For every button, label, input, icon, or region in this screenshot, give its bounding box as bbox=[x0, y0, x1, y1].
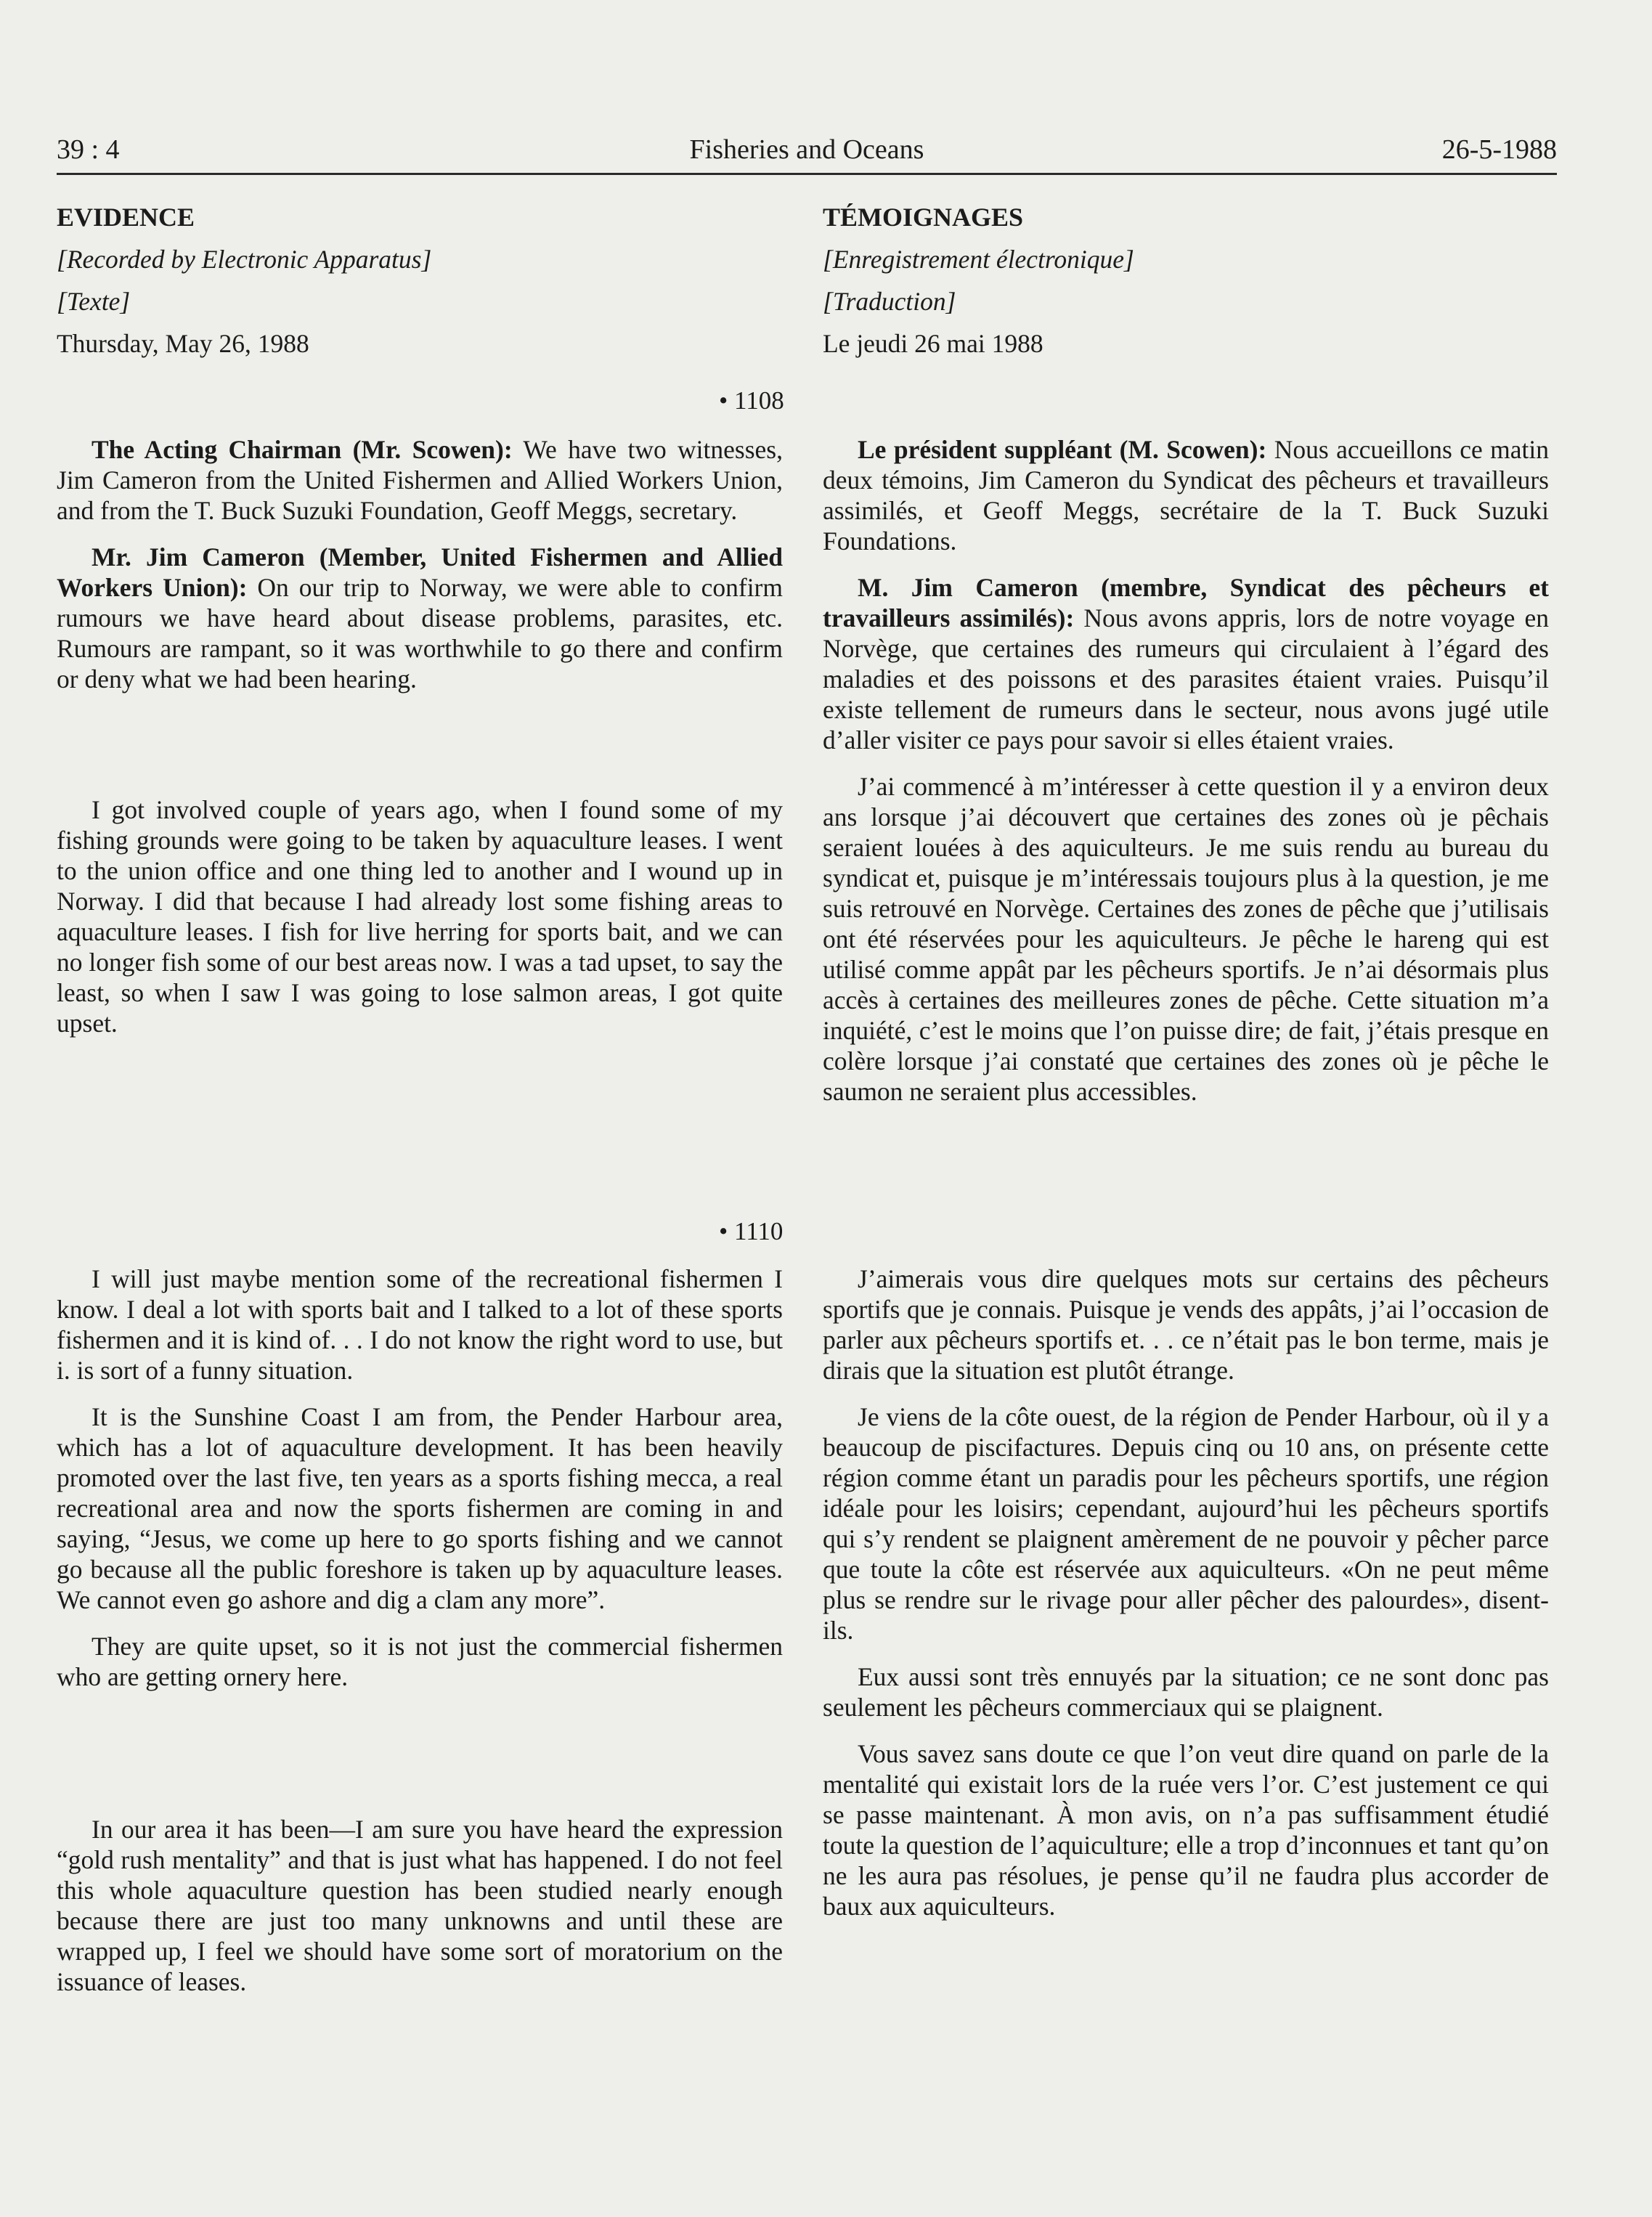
english-paragraph-5: It is the Sunshine Coast I am from, the Pender Harbour area, which has a lot of aquaculture development. It has been heavily promoted over the last five, ten years as a sports fishing mecca, a real recreational area and now the sports fishermen are coming in and saying, “Jesus, we come up here to go sports fishing and we cannot go because all the public foreshore is taken up by aquaculture leases. We cannot even go ashore and dig a clam any more”. bbox=[57, 1402, 783, 1614]
french-column-testimony bbox=[823, 434, 1549, 1123]
french-recorded-note: [Enregistrement électronique] bbox=[823, 245, 1134, 274]
french-date: Le jeudi 26 mai 1988 bbox=[823, 329, 1043, 358]
page-header bbox=[57, 129, 1557, 175]
time-marker-1108: • 1108 bbox=[719, 386, 784, 415]
french-paragraph-7: Vous savez sans doute ce que l’on veut dire quand on parle de la mentalité qui existait lors de la ruée vers l’or. C’est justement ce qui se passe maintenant. À mon avis, on n’a pas suffisamment étudié toute la question de l’aquiculture; elle a trop d’inconnues et tant qu’on ne les aura pas résolues, je pense qu’il ne faudra plus accorder de baux aux aquiculteurs. bbox=[823, 1739, 1549, 1921]
english-paragraph-4: I will just maybe mention some of the recreational fishermen I know. I deal a lot with sports bait and I talked to a lot of these sports fishermen and it is kind of. . . I do not know the right word to use, but i. is sort of a funny situation. bbox=[57, 1264, 783, 1385]
english-column-lower bbox=[57, 1264, 783, 1708]
english-speaker-cameron: Mr. Jim Cameron (Member, United Fishermen and Allied Workers Union): bbox=[57, 542, 783, 602]
english-text-label: [Texte] bbox=[57, 287, 131, 316]
english-column-bottom bbox=[57, 1814, 783, 2013]
french-paragraph-5: Je viens de la côte ouest, de la région de Pender Harbour, où il y a beaucoup de piscifactures. Depuis cinq ou 10 ans, on présente cette région comme étant un paradis pour les pêcheurs sportifs, une région idéale pour les loisirs; cependant, aujourd’hui les pêcheurs sportifs qui s’y rendent se plaignent amèrement de ne pouvoir y pêcher parce que toute la côte est réservée aux aquiculteurs. «On ne peut même plus se rendre sur le rivage pour aller pêcher des palourdes», disent-ils. bbox=[823, 1402, 1549, 1645]
english-paragraph-3: I got involved couple of years ago, when I found some of my fishing grounds were going to be taken by aquaculture leases. I went to the union office and one thing led to another and I wound up in Norway. I did that because I had already lost some fishing areas to aquaculture leases. I fish for live herring for sports bait, and we can no longer fish some of our best areas now. I was a tad upset, to say the least, so when I saw I was going to lose salmon areas, I got quite upset. bbox=[57, 795, 783, 1038]
english-column-mid bbox=[57, 794, 783, 1054]
french-paragraph-3: J’ai commencé à m’intéresser à cette question il y a environ deux ans lorsque j’ai découvert que certaines des zones où je pêchais seraient louées à des aquiculteurs. Je me suis rendu au bureau du syndicat et, puisque je m’intéressais toujours plus à la question, je me suis retrouvé en Norvège. Certaines des zones de pêche que j’utilisais ont été réservées pour les aquiculteurs. Je pêche le hareng qui est utilisé comme appât par les pêcheurs sportifs. Je n’ai désormais plus accès à certaines des meilleures zones de pêche. Cette situation m’a inquiété, c’est le moins que l’on puisse dire; de fait, j’étais presque en colère lorsque j’ai constaté que certaines des zones où je pêche le saumon ne seraient plus accessibles. bbox=[823, 772, 1549, 1106]
french-speaker-cameron: M. Jim Cameron (membre, Syndicat des pêcheurs et travailleurs assimilés): bbox=[823, 573, 1549, 632]
french-paragraph-1: Le président suppléant (M. Scowen): Nous accueillons ce matin deux témoins, Jim Cameron du Syndicat des pêcheurs et travailleurs assimilés, et Geoff Meggs, secrétaire de la T. Buck Suzuki Foundations. bbox=[823, 435, 1549, 556]
header-date: 26-5-1988 bbox=[1441, 134, 1557, 165]
english-speaker-chairman: The Acting Chairman (Mr. Scowen): bbox=[91, 435, 513, 464]
time-marker-1110: • 1110 bbox=[719, 1217, 784, 1245]
english-paragraph-2: Mr. Jim Cameron (Member, United Fishermen and Allied Workers Union): On our trip to Norway, we were able to confirm rumours we have heard about disease problems, parasites, etc. Rumours are rampant, so it was worthwhile to go there and confirm or deny what we had been hearing. bbox=[57, 542, 783, 693]
french-speaker-chairman: Le président suppléant (M. Scowen): bbox=[858, 435, 1267, 464]
page-number: 39 : 4 bbox=[57, 134, 120, 165]
french-translation-label: [Traduction] bbox=[823, 287, 956, 316]
english-paragraph-6: They are quite upset, so it is not just the commercial fishermen who are getting ornery here. bbox=[57, 1632, 783, 1691]
english-column-testimony bbox=[57, 434, 783, 710]
english-paragraph-1: The Acting Chairman (Mr. Scowen): We have two witnesses, Jim Cameron from the United Fishermen and Allied Workers Union, and from the T. Buck Suzuki Foundation, Geoff Meggs, secretary. bbox=[57, 435, 783, 525]
french-paragraph-4: J’aimerais vous dire quelques mots sur certains des pêcheurs sportifs que je connais. Puisque je vends des appâts, j’ai l’occasion de parler aux pêcheurs sportifs et. . . ce n’était pas le bon terme, mais je dirais que la situation est plutôt étrange. bbox=[823, 1264, 1549, 1385]
french-column-upper bbox=[823, 202, 1549, 370]
english-date: Thursday, May 26, 1988 bbox=[57, 329, 309, 358]
french-column-lower bbox=[823, 1264, 1549, 1937]
publication-title: Fisheries and Oceans bbox=[689, 134, 924, 165]
french-heading: TÉMOIGNAGES bbox=[823, 203, 1024, 232]
english-column-upper bbox=[57, 202, 783, 370]
french-paragraph-2: M. Jim Cameron (membre, Syndicat des pêcheurs et travailleurs assimilés): Nous avons appris, lors de notre voyage en Norvège, que certaines des rumeurs qui circulaient à l’égard des maladies et des poissons et des parasites étaient vraies. Puisqu’il existe tellement de rumeurs dans le secteur, nous avons jugé utile d’aller visiter ce pays pour savoir si elles étaient vraies. bbox=[823, 573, 1550, 754]
english-recorded-note: [Recorded by Electronic Apparatus] bbox=[57, 245, 432, 274]
english-paragraph-7: In our area it has been—I am sure you have heard the expression “gold rush mentality” and that is just what has happened. I do not feel this whole aquaculture question has been studied nearly enough because there are just too many unknowns and until these are wrapped up, I feel we should have some sort of moratorium on the issuance of leases. bbox=[57, 1815, 783, 1996]
english-heading: EVIDENCE bbox=[57, 203, 195, 232]
french-paragraph-6: Eux aussi sont très ennuyés par la situation; ce ne sont donc pas seulement les pêcheurs commerciaux qui se plaignent. bbox=[823, 1662, 1549, 1722]
